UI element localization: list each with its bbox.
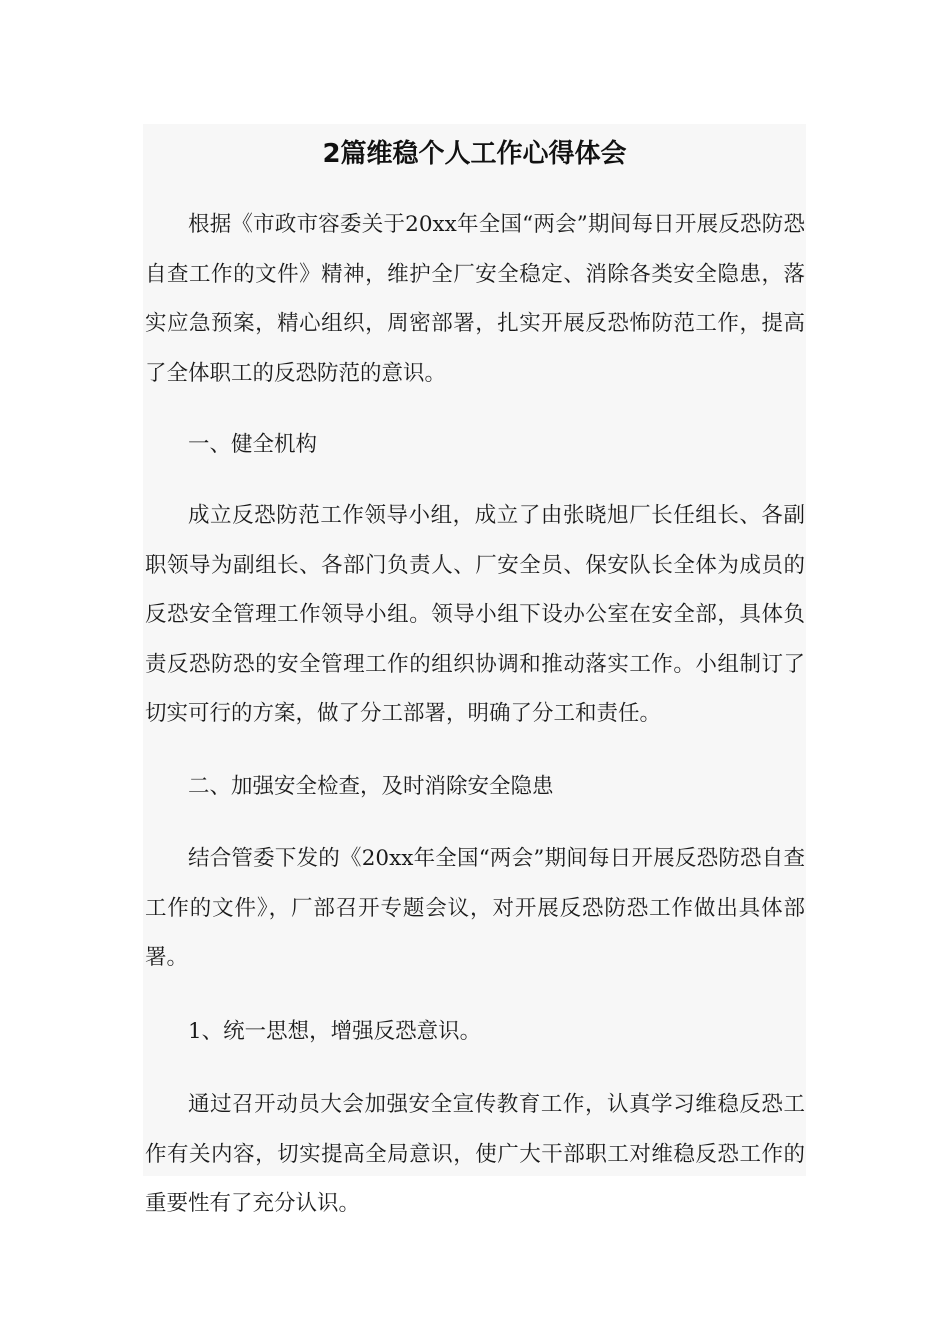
document-title: 2篇维稳个人工作心得体会 bbox=[322, 139, 627, 169]
paragraph-inspection: 结合管委下发的《20xx年全国“两会”期间每日开展反恐防恐自查工作的文件》，厂部召开专题会议，对开展反恐防恐工作做出具体部署。 bbox=[145, 846, 805, 970]
subsection-heading-1: 1、统一思想，增强反恐意识。 bbox=[188, 1019, 482, 1044]
paragraph-organization: 成立反恐防范工作领导小组，成立了由张晓旭厂长任组长、各副职领导为副组长、各部门负责人、厂安全员、保安队长全体为成员的反恐安全管理工作领导小组。领导小组下设办公室在安全部，具体负责反恐防恐的安全管理工作的组织协调和推动落实工作。小组制订了切实可行的方案，做了分工部署，明确了分工和责任。 bbox=[145, 503, 805, 726]
paragraph-intro: 根据《市政市容委关于20xx年全国“两会”期间每日开展反恐防恐自查工作的文件》精神，维护全厂安全稳定、消除各类安全隐患，落实应急预案，精心组织，周密部署，扎实开展反恐怖防范工作，提高了全体职工的反恐防范的意识。 bbox=[145, 212, 805, 386]
section-heading-1: 一、健全机构 bbox=[188, 432, 318, 457]
paragraph-awareness: 通过召开动员大会加强安全宣传教育工作，认真学习维稳反恐工作有关内容，切实提高全局意识，使广大干部职工对维稳反恐工作的重要性有了充分认识。 bbox=[145, 1092, 805, 1216]
section-heading-2: 二、加强安全检查，及时消除安全隐患 bbox=[188, 774, 554, 799]
document-body bbox=[143, 124, 806, 1216]
